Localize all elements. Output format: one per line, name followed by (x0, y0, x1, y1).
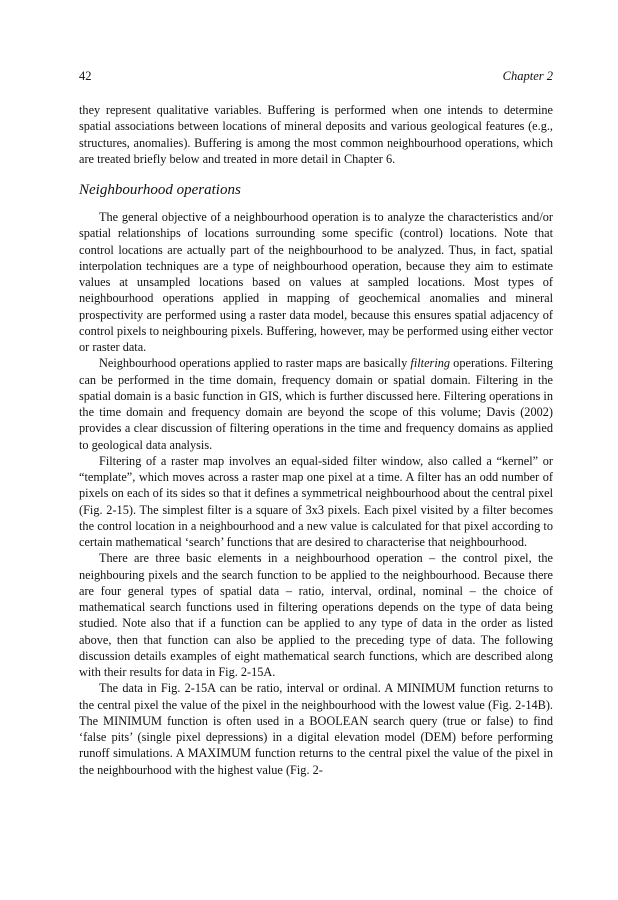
intro-paragraph: they represent qualitative variables. Buffering is performed when one intends to determine spatial associations between locations of mineral deposits and various geological features (e.g., structures, anomalies). Buffering is among the most common neighbourhood operations, which are treated briefly below and treated in more detail in Chapter 6. (79, 103, 553, 166)
section-heading: Neighbourhood operations (79, 182, 241, 198)
paragraph-4: There are three basic elements in a neighbourhood operation – the control pixel, the neighbouring pixels and the search function to be applied to the neighbourhood. Because there are four general types of spatial data – ratio, interval, ordinal, nominal – the choice of mathematical search functions used in filtering operations depends on the type of data being studied. Note also that if a function can be applied to any type of data in the order as listed above, then that function can also be applied to the preceding type of data. The following discussion details examples of eight mathematical search functions, which are described along with their results for data in Fig. 2-15A. (79, 551, 553, 679)
paragraph-2 (79, 355, 553, 453)
paragraph-3: Filtering of a raster map involves an equal-sided filter window, also called a “kernel” or “template”, which moves across a raster map one pixel at a time. A filter has an odd number of pixels on each of its sides so that it defines a symmetrical neighbourhood about the central pixel (Fig. 2-15). The simplest filter is a square of 3x3 pixels. Each pixel visited by a filter becomes the control location in a neighbourhood and a new value is calculated for that pixel according to certain mathematical ‘search’ functions that are desired to characterise that neighbourhood. (79, 453, 553, 549)
running-head: Chapter 2 (502, 69, 553, 83)
paragraph-5: The data in Fig. 2-15A can be ratio, interval or ordinal. A MINIMUM function returns to the central pixel the value of the pixel in the neighbourhood with the lowest value (Fig. 2-14B). The MINIMUM function is often used in a BOOLEAN search query (true or false) to find ‘false pits’ (single pixel depressions) in a digital elevation model (DEM) before performing runoff simulations. A MAXIMUM function returns to the central pixel the value of the pixel in the neighbourhood with the highest value (Fig. 2- (79, 681, 553, 777)
filtering-emphasis: filtering (410, 356, 451, 371)
paragraph-1: The general objective of a neighbourhood operation is to analyze the characteristics and/or spatial relationships of locations surrounding some specific (control) locations. Note that control locations are actually part of the neighbourhood to be analyzed. Thus, in fact, spatial interpolation techniques are a type of neighbourhood operation, because they aim to estimate values at unsampled locations based on values at sampled locations. Most types of neighbourhood operations applied in mapping of geochemical anomalies and mineral prospectivity are performed using a raster data model, because this ensures spatial adjacency of control pixels to neighbouring pixels. Buffering, however, may be performed using either vector or raster data. (79, 210, 553, 354)
paragraph-2-end: operations. Filtering can be performed in the time domain, frequency domain or spatial domain. Filtering in the spatial domain is a basic function in GIS, which is further discussed here. Filtering operations in the time domain and frequency domain are beyond the scope of this volume; Davis (2002) provides a clear discussion of filtering operations in the time and frequency domains as applied to geological data analysis. (79, 356, 553, 452)
book-page (79, 68, 553, 778)
paragraph-2-start: Neighbourhood operations applied to raster maps are basically (99, 356, 411, 371)
page-number: 42 (79, 69, 92, 83)
page-header (79, 68, 553, 84)
